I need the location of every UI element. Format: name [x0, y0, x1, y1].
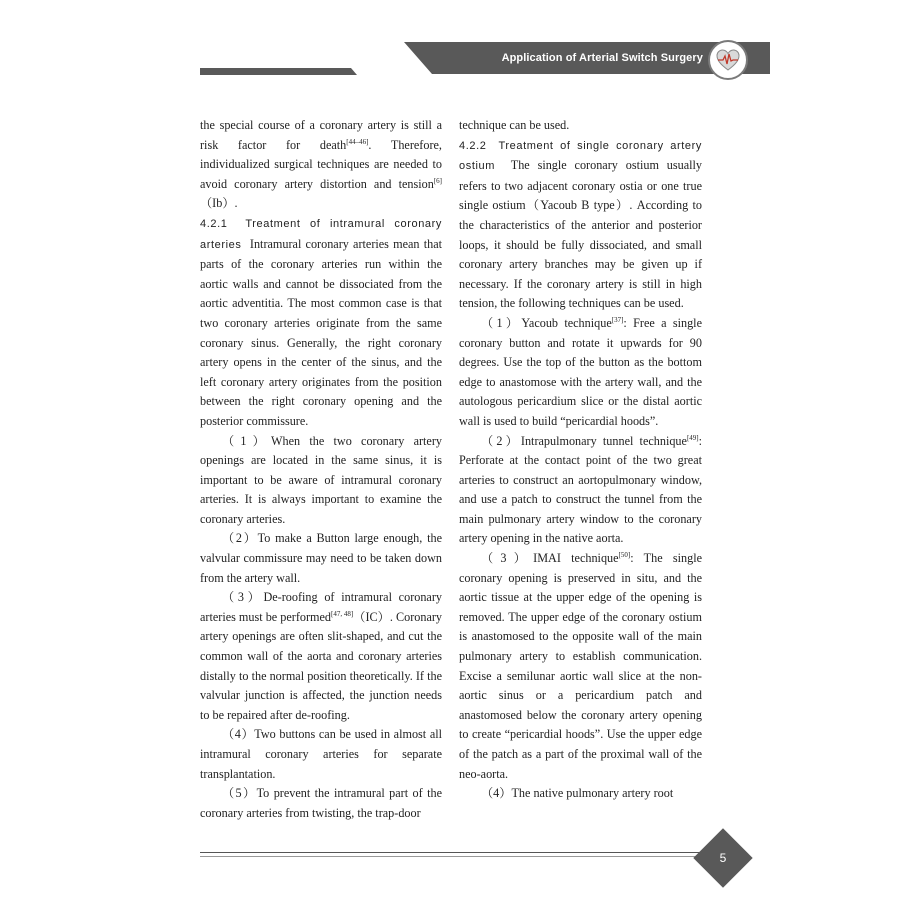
right-column: [459, 116, 702, 804]
section-number: 4.2.2: [459, 139, 487, 152]
list-item: （3）De-roofing of intramural coronary arteries must be performed[47, 48]（IC）. Coronary artery openings are often slit-shaped, and cut the common wall of the aorta and coronary arteries distally to the normal position theoretically. If the valvular junction is affected, the junction needs to be repaired after de-roofing.: [200, 590, 443, 722]
list-item: （4）The native pulmonary artery root: [481, 786, 674, 801]
section-4-2-2: 4.2.2 Treatment of single coronary artery ostium The single coronary ostium usually refers to two adjacent coronary ostia or one true single ostium（Yacoub B type）. According to the characteristics of the anterior and posterior loops, it should be fully dissociated, and small coronary artery branches may be given up if necessary. If the coronary artery is still in high tension, the following techniques can be used.: [459, 139, 702, 311]
list-item: （5）To prevent the intramural part of the coronary arteries from twisting, the trap-door: [200, 786, 442, 820]
list-item: （3）IMAI technique[50]: The single coronary opening is preserved in situ, and the aortic tissue at the upper edge of the opening is removed. The upper edge of the coronary ostium is anastomosed to the opposite wall of the main pulmonary artery to establish communication. Excise a semilunar aortic wall slice at the non-aortic sinus or a pericardium patch and anastomosed below the coronary artery opening to create “pericardial hoods”. Use the upper edge of the patch as a part of the proximal wall of the neo-aorta.: [459, 551, 702, 781]
citation: [50]: [618, 551, 631, 560]
page-number: 5: [719, 851, 727, 865]
list-item: （4）Two buttons can be used in almost all intramural coronary arteries for separate transplantation.: [200, 727, 442, 781]
list-item: （2）To make a Button large enough, the valvular commissure may need to be taken down from the artery wall.: [200, 531, 442, 585]
header-left-bar: [200, 68, 357, 75]
citation: [44–46]: [346, 137, 369, 146]
citation: [47, 48]: [331, 609, 354, 618]
running-title: Application of Arterial Switch Surgery: [501, 52, 703, 64]
citation: [6]: [433, 176, 442, 185]
section-number: 4.2.1: [200, 217, 228, 230]
section-4-2-1: 4.2.1 Treatment of intramural coronary arteries Intramural coronary arteries mean that parts of the coronary arteries run within the aortic walls and cannot be dissociated from the aortic adventitia. The most common case is that two coronary arteries originate from the same coronary sinus. Generally, the right coronary artery opens in the center of the sinus, and the left coronary artery originates from the position between the right coronary opening and the posterior commissure.: [200, 217, 443, 428]
list-item: （1）Yacoub technique[37]: Free a single coronary button and rotate it upwards for 90 degrees. Use the top of the button as the bottom edge to anastomose with the artery wall, and the autologous pericardium slice or the distal aortic wall is used to build “pericardial hoods”.: [459, 315, 702, 428]
left-column: [200, 116, 442, 823]
footer-rule: [200, 852, 732, 853]
citation: [37]: [611, 315, 624, 324]
paragraph-continuation: technique can be used.: [459, 118, 570, 132]
heart-pulse-icon: [708, 40, 748, 80]
list-item: （1）When the two coronary artery openings are located in the same sinus, it is important to be aware of intramural coronary arteries. It is always important to examine the coronary arteries.: [200, 433, 442, 526]
citation: [49]: [686, 433, 699, 442]
list-item: （2）Intrapulmonary tunnel technique[49]: Perforate at the contact point of the two great arteries to construct an aortopulmonary window, and use a patch to construct the tunnel from the main pulmonary artery window to the coronary artery opening in the native aorta.: [459, 433, 702, 546]
section-heading: Treatment of single coronary artery ostium: [459, 139, 702, 173]
footer-rule-secondary: [200, 856, 720, 857]
paragraph-risk-factor: the special course of a coronary artery is still a risk factor for death[44–46]. Therefore, individualized surgical techniques are needed to avoid coronary artery distortion and tension[6]（Ib）.: [200, 118, 442, 211]
section-heading: Treatment of intramural coronary arteries: [200, 217, 443, 251]
